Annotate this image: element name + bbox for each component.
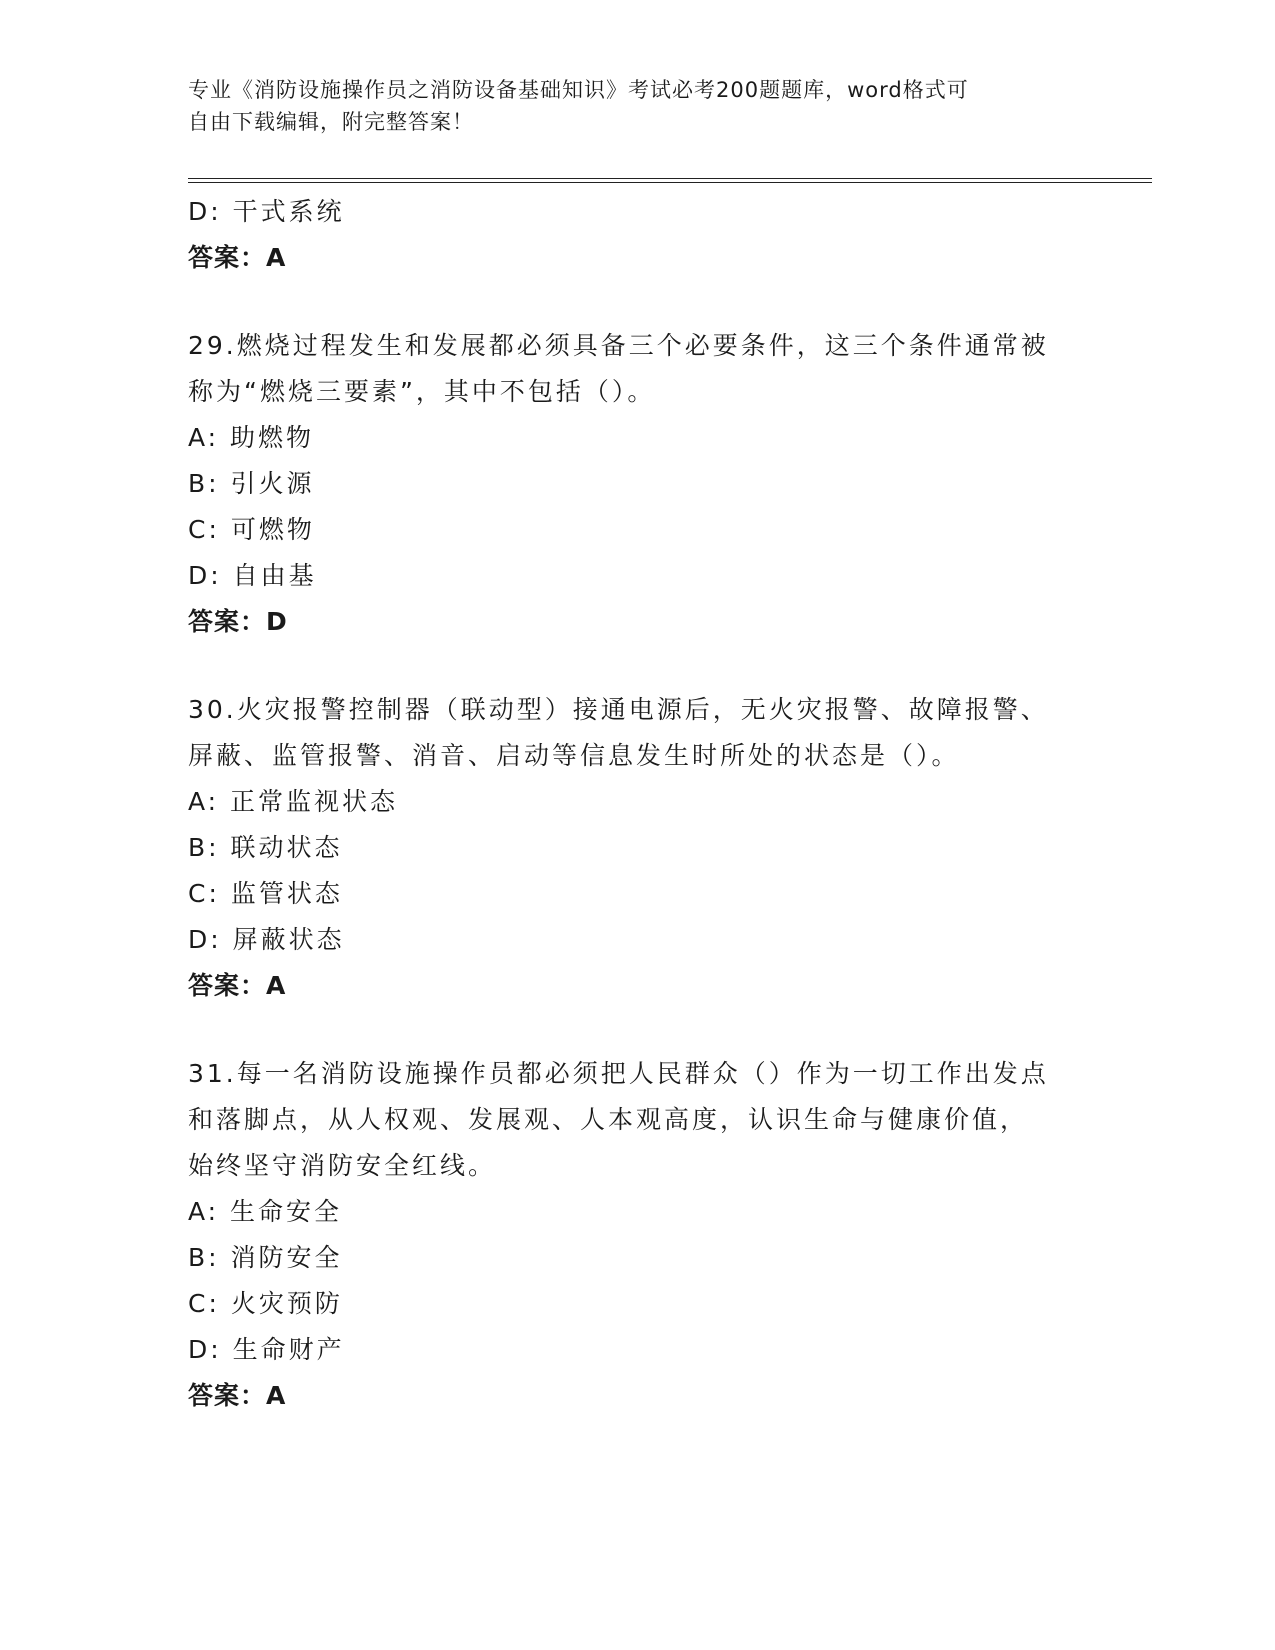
header-line-2: 自由下载编辑，附完整答案！ xyxy=(188,110,474,134)
question-gap xyxy=(188,1009,1088,1051)
option-a: A: 助燃物 xyxy=(188,423,315,452)
option-c: C: 可燃物 xyxy=(188,515,315,544)
option-b: B: 联动状态 xyxy=(188,833,343,862)
answer-line: 答案：A xyxy=(188,971,287,1000)
question-stem xyxy=(188,323,1088,415)
option-a: A: 生命安全 xyxy=(188,1197,343,1226)
answer-line: 答案：A xyxy=(188,1381,287,1410)
stem-line: 29.燃烧过程发生和发展都必须具备三个必要条件，这三个条件通常被 xyxy=(188,331,1049,360)
question-gap xyxy=(188,281,1088,323)
option-d: D: 自由基 xyxy=(188,561,317,590)
stem-line: 称为“燃烧三要素”，其中不包括（）。 xyxy=(188,377,656,406)
option-b: B: 消防安全 xyxy=(188,1243,343,1272)
stem-line: 30.火灾报警控制器（联动型）接通电源后，无火灾报警、故障报警、 xyxy=(188,695,1049,724)
question-29 xyxy=(188,323,1088,645)
document-body xyxy=(188,189,1088,1419)
document-header xyxy=(188,74,1088,138)
stem-line: 始终坚守消防安全红线。 xyxy=(188,1151,497,1180)
stem-line: 31.每一名消防设施操作员都必须把人民群众（）作为一切工作出发点 xyxy=(188,1059,1049,1088)
question-stem xyxy=(188,1051,1088,1189)
stem-line: 屏蔽、监管报警、消音、启动等信息发生时所处的状态是（）。 xyxy=(188,741,960,770)
option-d: D: 屏蔽状态 xyxy=(188,925,345,954)
question-gap xyxy=(188,645,1088,687)
answer-line: 答案：A xyxy=(188,243,287,272)
question-31 xyxy=(188,1051,1088,1419)
option-d: D: 干式系统 xyxy=(188,197,345,226)
header-divider xyxy=(188,178,1152,183)
stem-line: 和落脚点，从人权观、发展观、人本观高度，认识生命与健康价值， xyxy=(188,1105,1029,1134)
question-30 xyxy=(188,687,1088,1009)
question-stem xyxy=(188,687,1088,779)
option-a: A: 正常监视状态 xyxy=(188,787,399,816)
option-c: C: 监管状态 xyxy=(188,879,343,908)
option-b: B: 引火源 xyxy=(188,469,315,498)
header-line-1: 专业《消防设施操作员之消防设备基础知识》考试必考200题题库，word格式可 xyxy=(188,78,969,102)
answer-line: 答案：D xyxy=(188,607,288,636)
option-d: D: 生命财产 xyxy=(188,1335,345,1364)
option-c: C: 火灾预防 xyxy=(188,1289,343,1318)
